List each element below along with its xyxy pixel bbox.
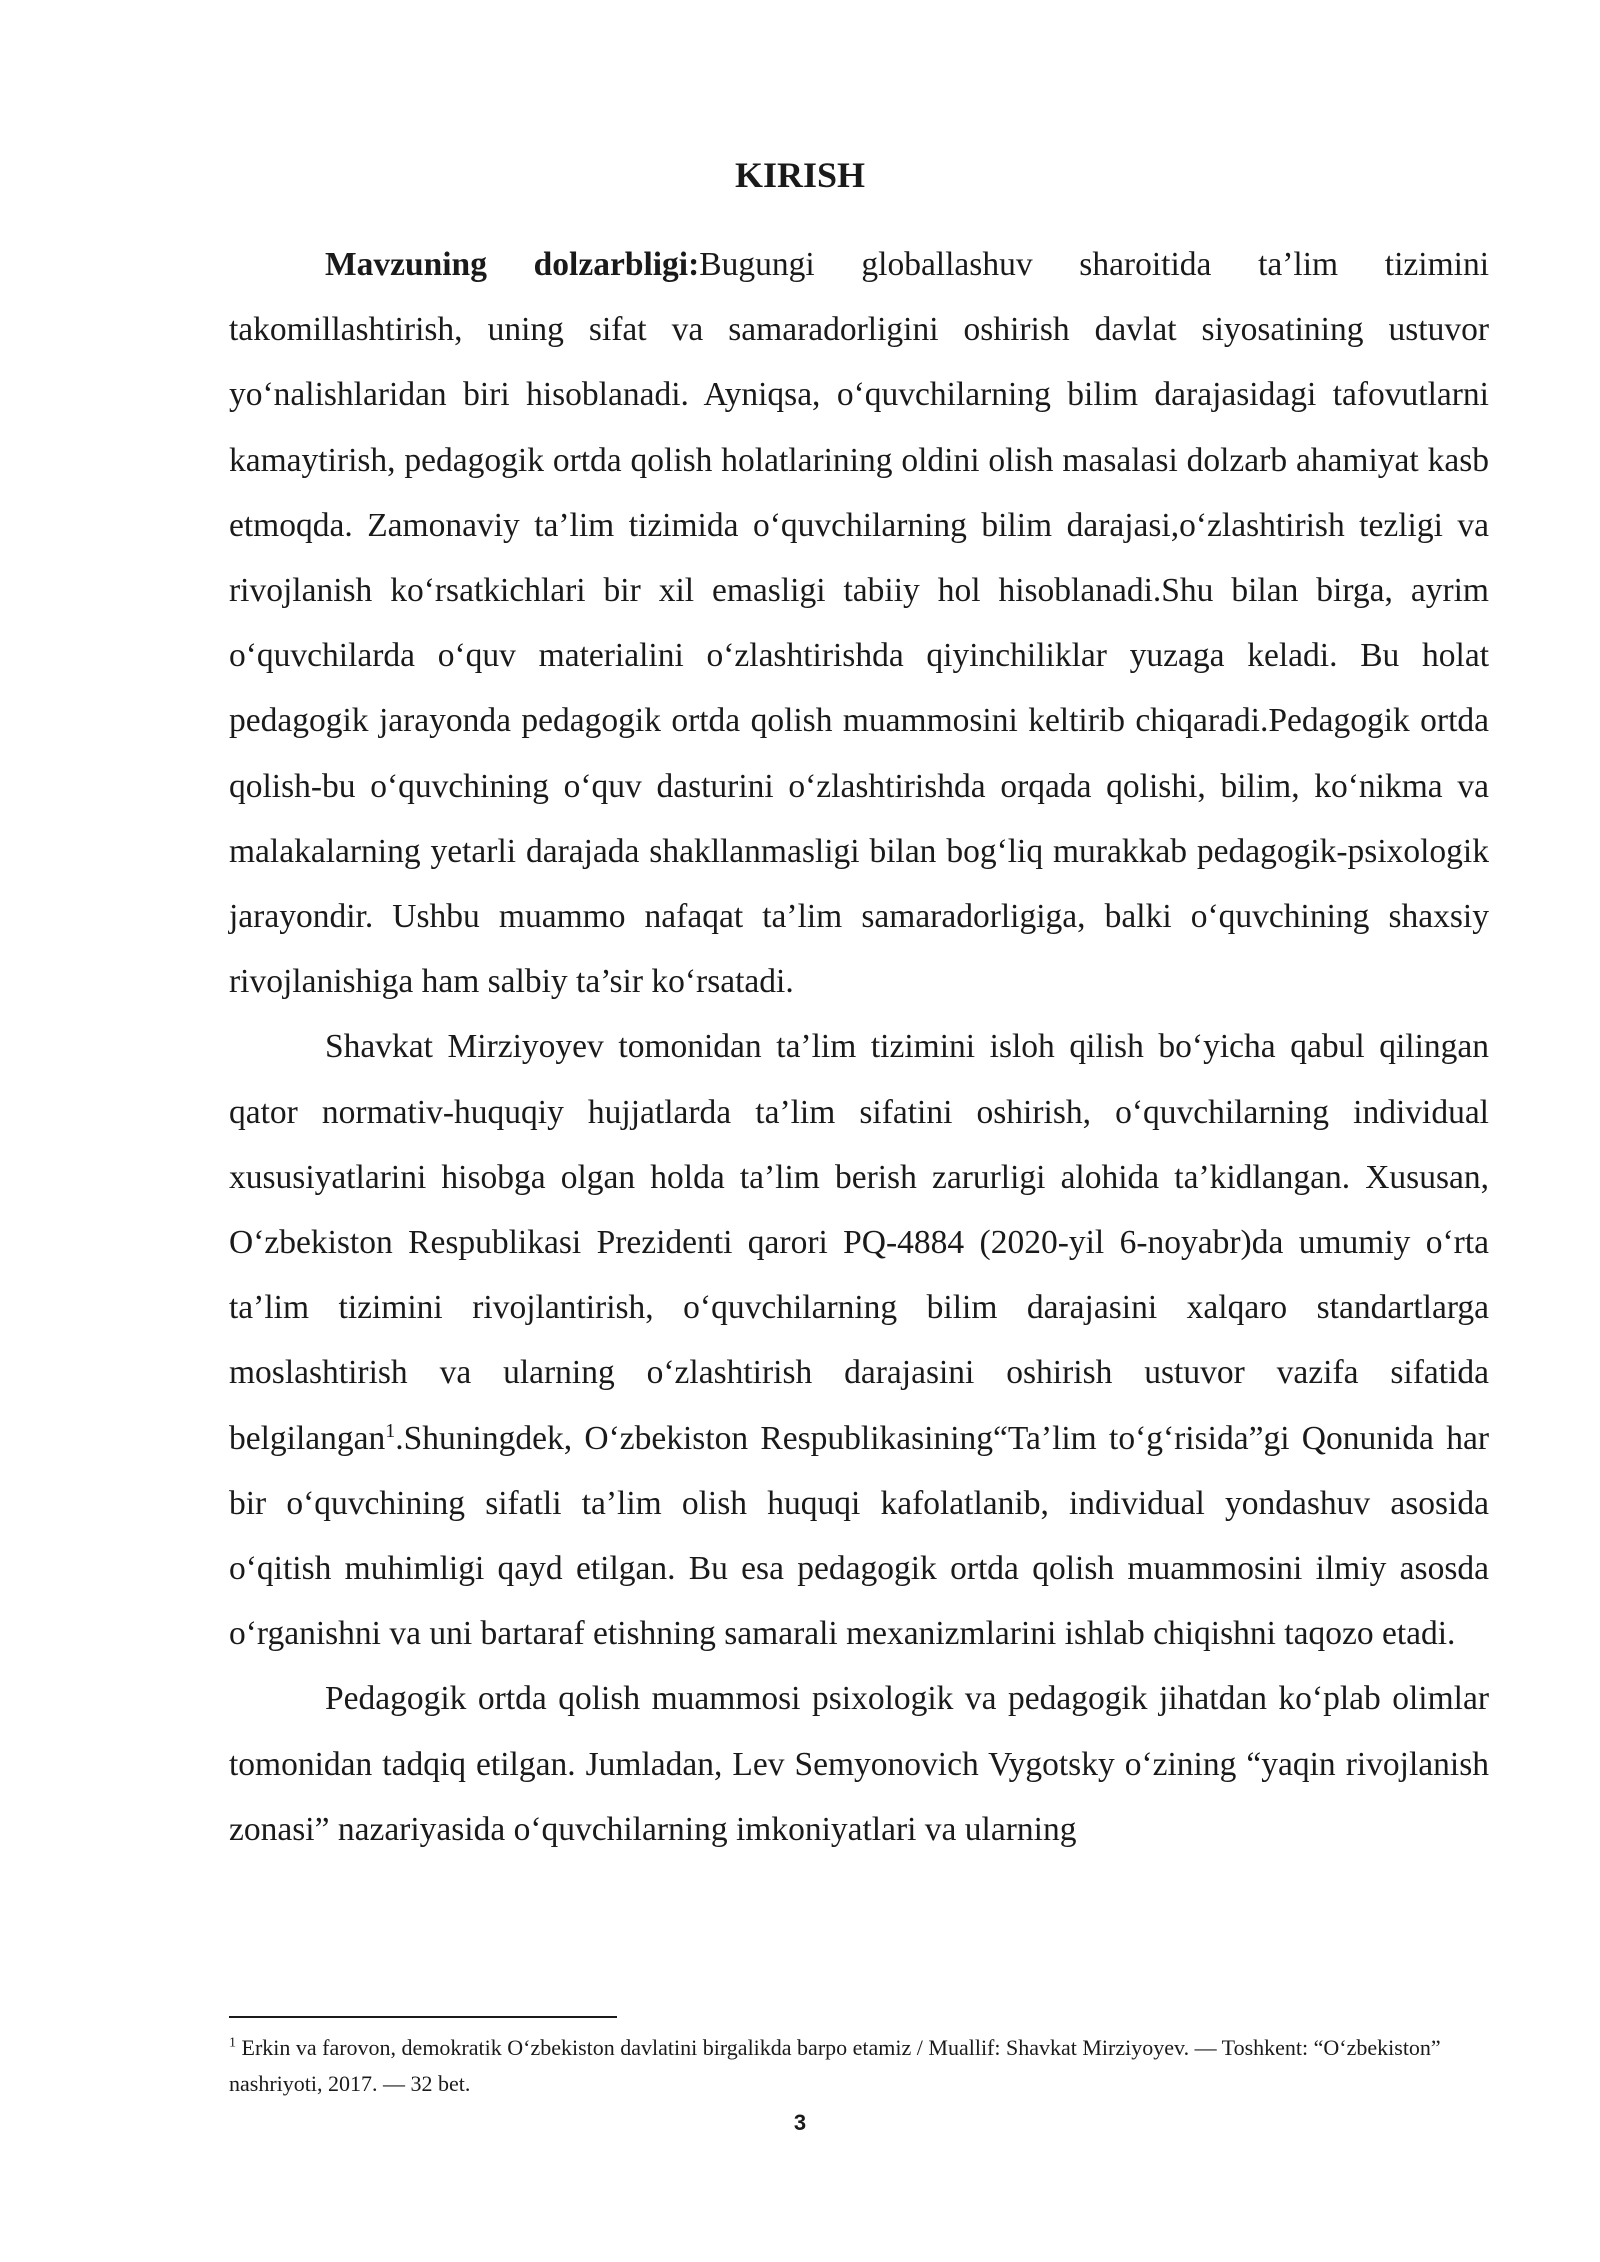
paragraph-text-after-ref: .Shuningdek, O‘zbekiston Respublikasining“Ta’lim to‘g‘risida”gi Qonunida har bir o‘quvchining sifatli ta’lim olish huquqi kafolatlanib, individual yondashuv asosida o‘qitish muhimligi qayd etilgan. Bu esa pedagogik ortda qolish muammosini ilmiy asosda o‘rganishni va uni bartaraf etishning samarali mexanizmlarini ishlab chiqishni taqozo etadi. bbox=[229, 1419, 1489, 1653]
paragraph-text-before-ref: Shavkat Mirziyoyev tomonidan ta’lim tizimini isloh qilish bo‘yicha qabul qilingan qator normativ-huquqiy hujjatlarda ta’lim sifatini oshirish, o‘quvchilarning individual xususiyatlarini hisobga olgan holda ta’lim berish zarurligi alohida ta’kidlangan. Xususan, O‘zbekiston Respublikasi Prezidenti qarori PQ-4884 (2020-yil 6-noyabr)da umumiy o‘rta ta’lim tizimini rivojlantirish, o‘quvchilarning bilim darajasini xalqaro standartlarga moslashtirish va ularning o‘zlashtirish darajasini oshirish ustuvor vazifa sifatida belgilangan bbox=[229, 1028, 1489, 1457]
paragraph-relevance bbox=[229, 232, 1489, 1014]
body-text bbox=[229, 232, 1489, 1862]
footnote-reference[interactable]: 1 bbox=[385, 1419, 396, 1442]
paragraph-text: Pedagogik ortda qolish muammosi psixologik va pedagogik jihatdan ko‘plab olimlar tomonidan tadqiq etilgan. Jumladan, Lev Semyonovich Vygotsky o‘zining “yaqin rivojlanish zonasi” nazariyasida o‘quvchilarning imkoniyatlari va ularning bbox=[229, 1680, 1489, 1848]
page-number: 3 bbox=[793, 2110, 807, 2135]
footnote bbox=[229, 2030, 1489, 2102]
paragraph-text: Bugungi globallashuv sharoitida ta’lim tizimini takomillashtirish, uning sifat va samaradorligini oshirish davlat siyosatining ustuvor yo‘nalishlaridan biri hisoblanadi. Ayniqsa, o‘quvchilarning bilim darajasidagi tafovutlarni kamaytirish, pedagogik ortda qolish holatlarining oldini olish masalasi dolzarb ahamiyat kasb etmoqda. Zamonaviy ta’lim tizimida o‘quvchilarning bilim darajasi,o‘zlashtirish tezligi va rivojlanish ko‘rsatkichlari bir xil emasligi tabiiy hol hisoblanadi.Shu bilan birga, ayrim o‘quvchilarda o‘quv materialini o‘zlashtirishda qiyinchiliklar yuzaga keladi. Bu holat pedagogik jarayonda pedagogik ortda qolish muammosini keltirib chiqaradi.Pedagogik ortda qolish-bu o‘quvchining o‘quv dasturini o‘zlashtirishda orqada qolishi, bilim, ko‘nikma va malakalarning yetarli darajada shakllanmasligi bilan bog‘liq murakkab pedagogik-psixologik jarayondir. Ushbu muammo nafaqat ta’lim samaradorligiga, balki o‘quvchining shaxsiy rivojlanishiga ham salbiy ta’sir ko‘rsatadi. bbox=[229, 246, 1489, 1001]
footnote-number: 1 bbox=[229, 2035, 236, 2051]
footnote-text: Erkin va farovon, demokratik O‘zbekiston davlatini birgalikda barpo etamiz / Muallif: Shavkat Mirziyoyev. — Toshkent: “O‘zbekiston” nashriyoti, 2017. — 32 bet. bbox=[229, 2035, 1441, 2096]
paragraph-research bbox=[229, 1666, 1489, 1862]
section-heading: KIRISH bbox=[734, 155, 866, 195]
footnote-separator bbox=[229, 2016, 617, 2018]
paragraph-lead-term: Mavzuning dolzarbligi: bbox=[325, 246, 700, 283]
paragraph-legal-basis bbox=[229, 1014, 1489, 1666]
